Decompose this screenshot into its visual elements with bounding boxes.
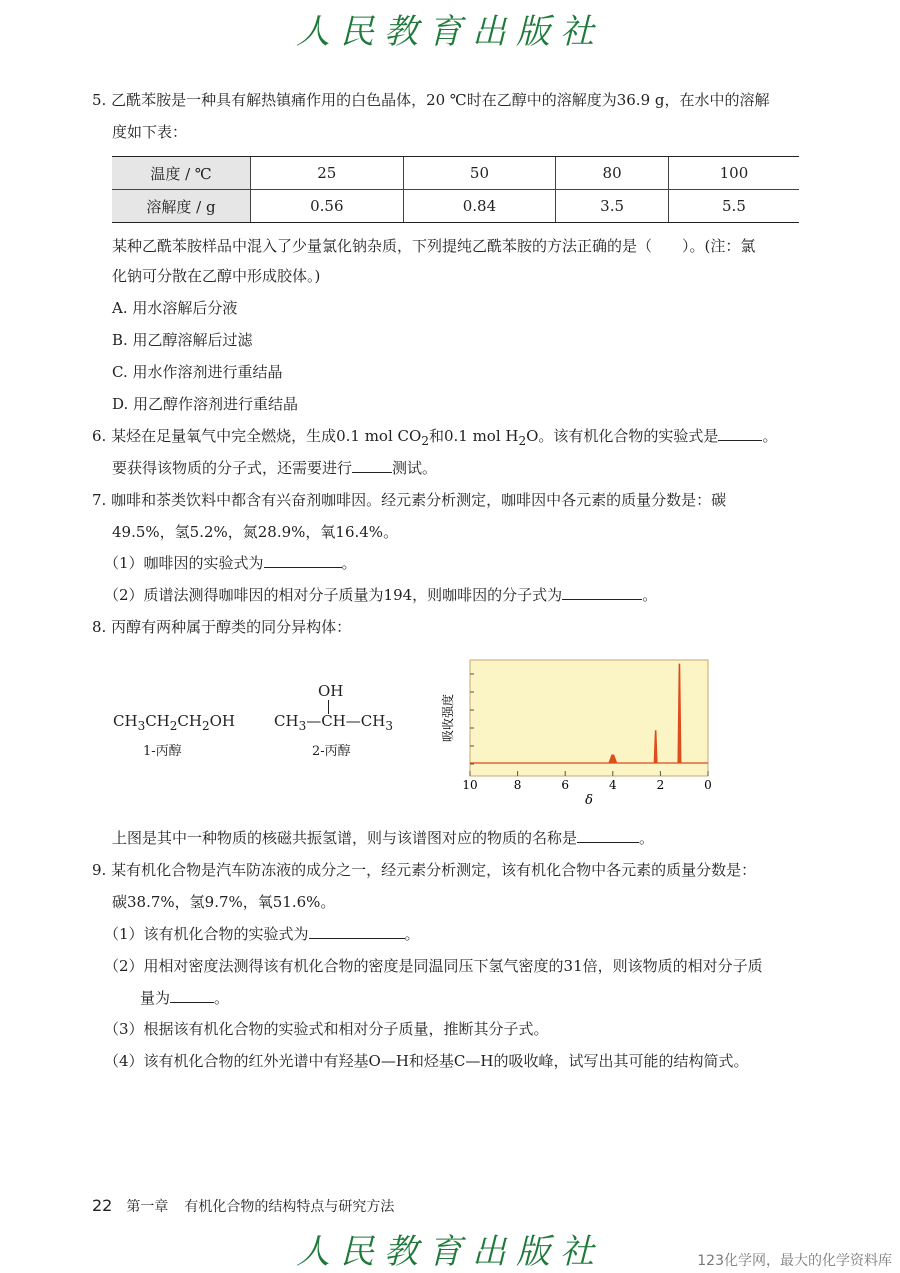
q9-line1: 9. 某有机化合物是汽车防冻液的成分之一，经元素分析测定，该有机化合物中各元素的质量分数是： (92, 861, 757, 879)
q6-line2 (112, 458, 437, 478)
page-footer (92, 1196, 394, 1216)
x-tick-label: 4 (608, 778, 617, 792)
oh-group: OH (318, 682, 344, 700)
chapter-title: 有机化合物的结构特点与研究方法 (184, 1199, 395, 1215)
answer-blank[interactable] (309, 924, 405, 939)
q5-stem-line2: 度如下表： (112, 123, 188, 141)
formula-text: —CH—CH (306, 712, 386, 730)
table-cell: 0.84 (403, 190, 556, 223)
formula-text: CH (145, 712, 170, 730)
q6-text: 。 (762, 427, 778, 445)
formula-sub: 2 (201, 719, 210, 733)
q7-line1: 7. 咖啡和茶类饮料中都含有兴奋剂咖啡因。经元素分析测定，咖啡因中各元素的质量分数是：碳 (92, 491, 727, 509)
table-cell: 5.5 (668, 190, 799, 223)
table-cell: 80 (556, 157, 669, 190)
table-row (112, 157, 799, 190)
q5-option-d: D. 用乙醇作溶剂进行重结晶 (112, 395, 299, 413)
q6-sub: 2 (518, 434, 527, 448)
label-2-propanol: 2-丙醇 (312, 744, 351, 759)
q9-sub2-line2 (140, 988, 229, 1008)
q9-sub3: （3）根据该有机化合物的实验式和相对分子质量，推断其分子式。 (104, 1020, 549, 1038)
q9-sub1 (104, 924, 420, 944)
answer-blank[interactable] (577, 828, 639, 843)
answer-blank[interactable] (352, 458, 392, 473)
q8-question (112, 828, 654, 848)
table-cell: 3.5 (556, 190, 669, 223)
q9-line2: 碳38.7%，氢9.7%，氧51.6%。 (112, 893, 336, 911)
q7-text: （1）咖啡因的实验式为 (104, 554, 264, 572)
q8-text: 上图是其中一种物质的核磁共振氢谱，则与该谱图对应的物质的名称是 (112, 829, 578, 847)
y-axis-label: 吸收强度 (441, 693, 455, 743)
formula-sub: 3 (137, 719, 146, 733)
q6-text: 和0.1 mol H (428, 427, 519, 445)
x-axis-label: δ (585, 793, 593, 808)
label-1-propanol: 1-丙醇 (143, 744, 182, 759)
q5-text-line2: 化钠可分散在乙醇中形成胶体。) (112, 267, 321, 285)
q5-option-a: A. 用水溶解后分液 (112, 299, 238, 317)
q9-sub2-line1: （2）用相对密度法测得该有机化合物的密度是同温同压下氢气密度的31倍，则该物质的相对分子质 (104, 957, 763, 975)
publisher-logo-top: 人民教育出版社 (296, 12, 604, 52)
q6-line1 (92, 426, 777, 451)
answer-blank[interactable] (170, 988, 214, 1003)
page-number: 22 (92, 1196, 113, 1215)
formula-text: OH (209, 712, 235, 730)
q9-text: 。 (214, 989, 230, 1007)
q7-text: 。 (642, 586, 658, 604)
q7-sub2 (104, 585, 657, 605)
q6-text: 测试。 (392, 459, 438, 477)
formula-text: CH (113, 712, 138, 730)
table-row (112, 190, 799, 223)
q6-sub: 2 (421, 434, 429, 448)
answer-blank[interactable] (718, 426, 762, 441)
q8-text: 。 (639, 829, 655, 847)
q7-line2: 49.5%，氢5.2%，氮28.9%，氧16.4%。 (112, 523, 399, 541)
x-tick-label: 2 (656, 778, 665, 792)
x-tick-label: 6 (561, 778, 570, 792)
formula-sub: 3 (298, 719, 307, 733)
q5-option-c: C. 用水作溶剂进行重结晶 (112, 363, 283, 381)
q6-text: 要获得该物质的分子式，还需要进行 (112, 459, 353, 477)
q9-text: （1）该有机化合物的实验式为 (104, 925, 309, 943)
formula-sub: 2 (169, 719, 178, 733)
watermark: 123化学网，最大的化学资料库 (697, 1253, 892, 1269)
q5-text-line1: 某种乙酰苯胺样品中混入了少量氯化钠杂质，下列提纯乙酰苯胺的方法正确的是（ ）。(注：氯 (112, 237, 756, 255)
chapter-label: 第一章 (126, 1199, 169, 1215)
table-cell: 0.56 (251, 190, 404, 223)
table-cell: 50 (403, 157, 556, 190)
table-cell: 25 (251, 157, 404, 190)
x-tick-label: 0 (704, 778, 712, 792)
nmr-spectrum-chart (440, 652, 730, 812)
q9-sub4: （4）该有机化合物的红外光谱中有羟基O—H和烃基C—H的吸收峰，试写出其可能的结构简式。 (104, 1052, 749, 1070)
q9-text: 量为 (140, 989, 171, 1007)
formula-sub: 3 (385, 719, 393, 733)
x-tick-label: 10 (462, 778, 478, 792)
answer-blank[interactable] (264, 553, 342, 568)
publisher-logo-bottom: 人民教育出版社 (296, 1232, 604, 1272)
formula-text: CH (274, 712, 299, 730)
solubility-table (112, 156, 799, 223)
table-row-label: 温度 / ℃ (112, 157, 251, 190)
q5-option-b: B. 用乙醇溶解后过滤 (112, 331, 253, 349)
q6-text: 6. 某烃在足量氧气中完全燃烧，生成0.1 mol CO (92, 427, 422, 445)
q8-stem: 8. 丙醇有两种属于醇类的同分异构体： (92, 618, 352, 636)
table-cell: 100 (668, 157, 799, 190)
table-row-label: 溶解度 / g (112, 190, 251, 223)
q6-text: O。该有机化合物的实验式是 (526, 427, 719, 445)
x-tick-label: 8 (513, 778, 522, 792)
q7-text: 。 (341, 554, 357, 572)
q7-text: （2）质谱法测得咖啡因的相对分子质量为194，则咖啡因的分子式为 (104, 586, 563, 604)
q7-sub1 (104, 553, 357, 573)
q5-stem-line1: 5. 乙酰苯胺是一种具有解热镇痛作用的白色晶体，20 ℃时在乙醇中的溶解度为36.9 g，在水中的溶解 (92, 91, 770, 109)
plot-area (470, 660, 708, 776)
q9-text: 。 (404, 925, 420, 943)
formula-2-propanol (274, 712, 393, 733)
formula-1-propanol (113, 712, 235, 733)
formula-text: CH (177, 712, 202, 730)
answer-blank[interactable] (562, 585, 642, 600)
